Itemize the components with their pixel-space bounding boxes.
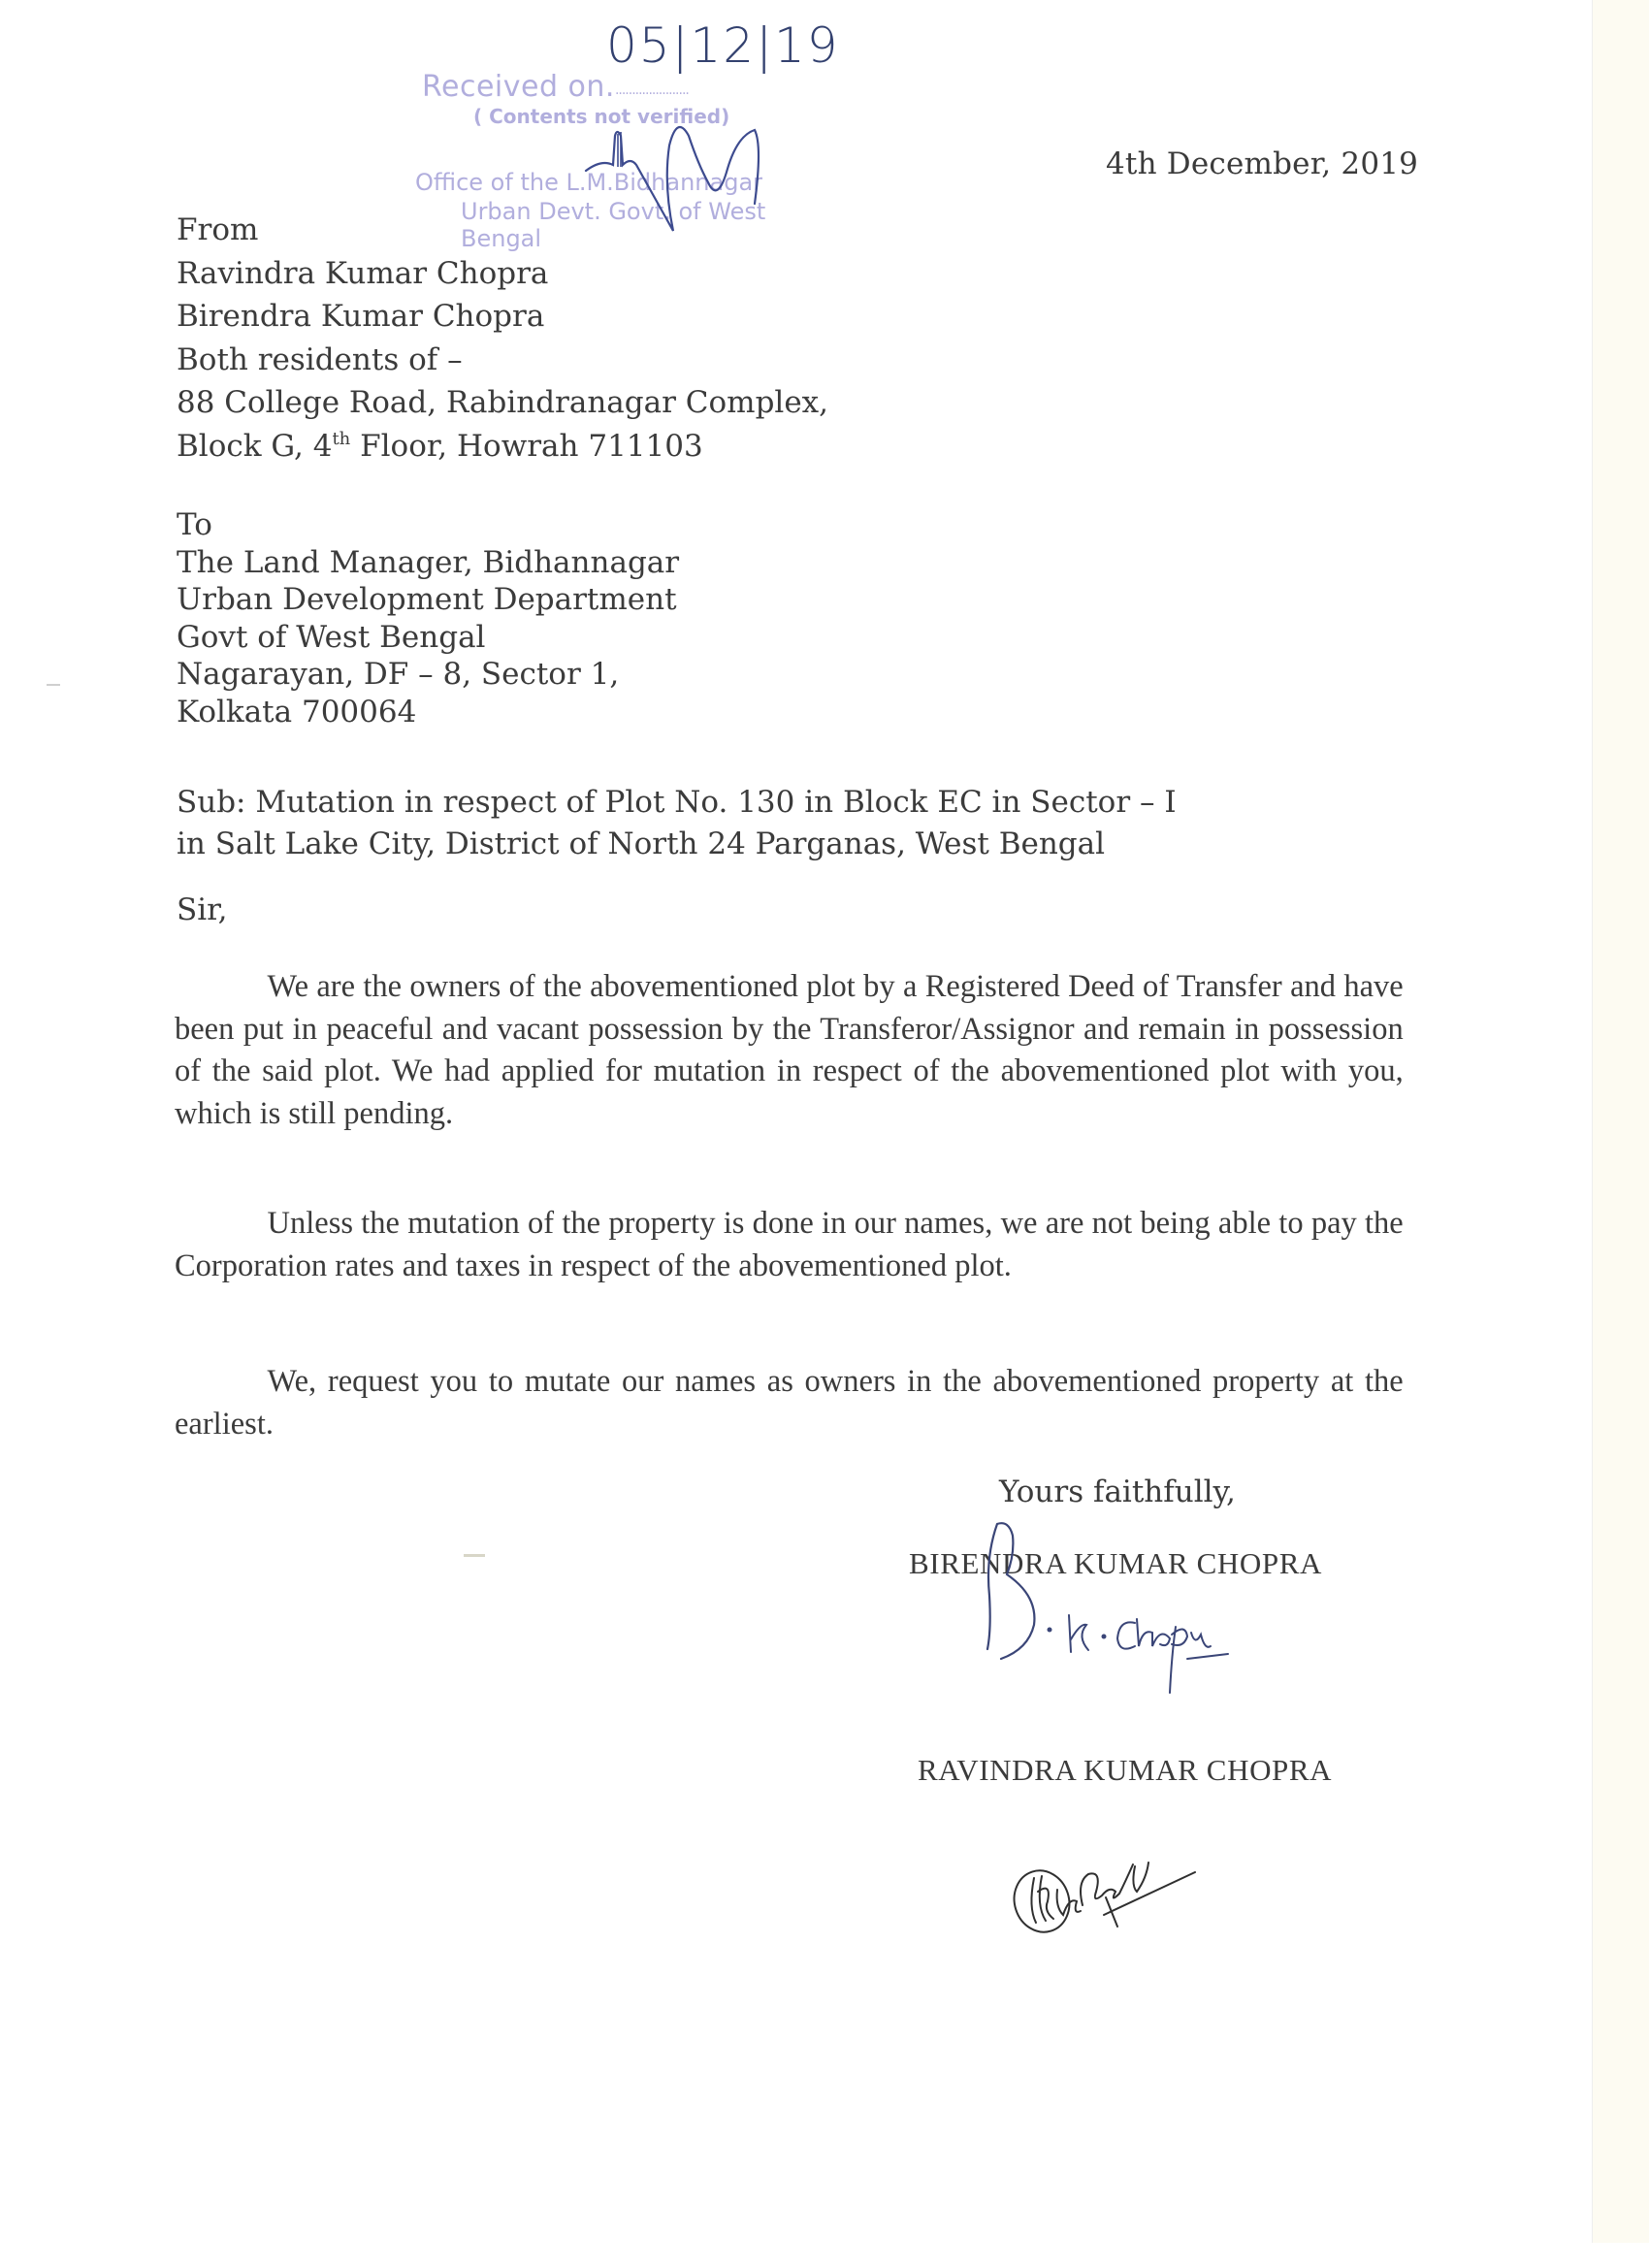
scan-speck [464, 1554, 485, 1557]
to-label: To [177, 507, 212, 542]
closing-phrase: Yours faithfully, [999, 1474, 1236, 1509]
signatory-name: RAVINDRA KUMAR CHOPRA [918, 1753, 1333, 1787]
stamp-received-on: Received on....................... [422, 70, 689, 104]
body-paragraph: We, request you to mutate our names as owners in the abovementioned property at the earliest. [175, 1364, 1404, 1442]
recipient-line: The Land Manager, Bidhannagar [177, 544, 680, 580]
sender-line: Block G, 4th Floor, Howrah 711103 [177, 428, 703, 464]
recipient-line: Kolkata 700064 [177, 694, 417, 729]
stamp-contents-not-verified: ( Contents not verified) [473, 105, 730, 128]
sender-line: 88 College Road, Rabindranagar Complex, [177, 385, 829, 420]
body-paragraph: Unless the mutation of the property is done in our names, we are not being able to pay the Corporation rates and taxes in respect of the abovementioned plot. [175, 1206, 1404, 1283]
scan-edge-strip [1592, 0, 1649, 2243]
signatory-name: BIRENDRA KUMAR CHOPRA [909, 1546, 1322, 1580]
scan-speck [47, 684, 60, 686]
sender-line: Both residents of – [177, 341, 463, 377]
from-label: From [177, 212, 259, 247]
sender-line: Birendra Kumar Chopra [177, 299, 545, 334]
recipient-line: Nagarayan, DF – 8, Sector 1, [177, 657, 620, 692]
recipient-line: Urban Development Department [177, 582, 677, 617]
stamp-office-line: Office of the L.M.Bidhannagar [415, 169, 763, 196]
salutation: Sir, [177, 892, 228, 927]
subject-line: Sub: Mutation in respect of Plot No. 130 in Block EC in Sector – I [177, 785, 1177, 820]
sender-address-block [177, 209, 828, 468]
sender-line: Ravindra Kumar Chopra [177, 255, 549, 291]
signature-ravindra-icon [1009, 1814, 1280, 1940]
subject-line: in Salt Lake City, District of North 24 Parganas, West Bengal [177, 826, 1106, 861]
signature-birendra-icon [980, 1518, 1290, 1722]
recipient-line: Govt of West Bengal [177, 619, 486, 655]
body-paragraph: We are the owners of the abovementioned plot by a Registered Deed of Transfer and have been put in peaceful and vacant possession by the Transferor/Assignor and remain in possession of the said plot. We had applied for mutation in respect of the abovementioned plot with you, which is still pending. [175, 969, 1404, 1131]
recipient-address-block [177, 506, 679, 730]
handwritten-received-date: 05|12|19 [606, 17, 840, 74]
letter-date: 4th December, 2019 [1106, 146, 1419, 181]
subject-block [177, 782, 1177, 865]
stamp-govt-line: Urban Devt. Govt. of West Bengal [461, 198, 766, 252]
